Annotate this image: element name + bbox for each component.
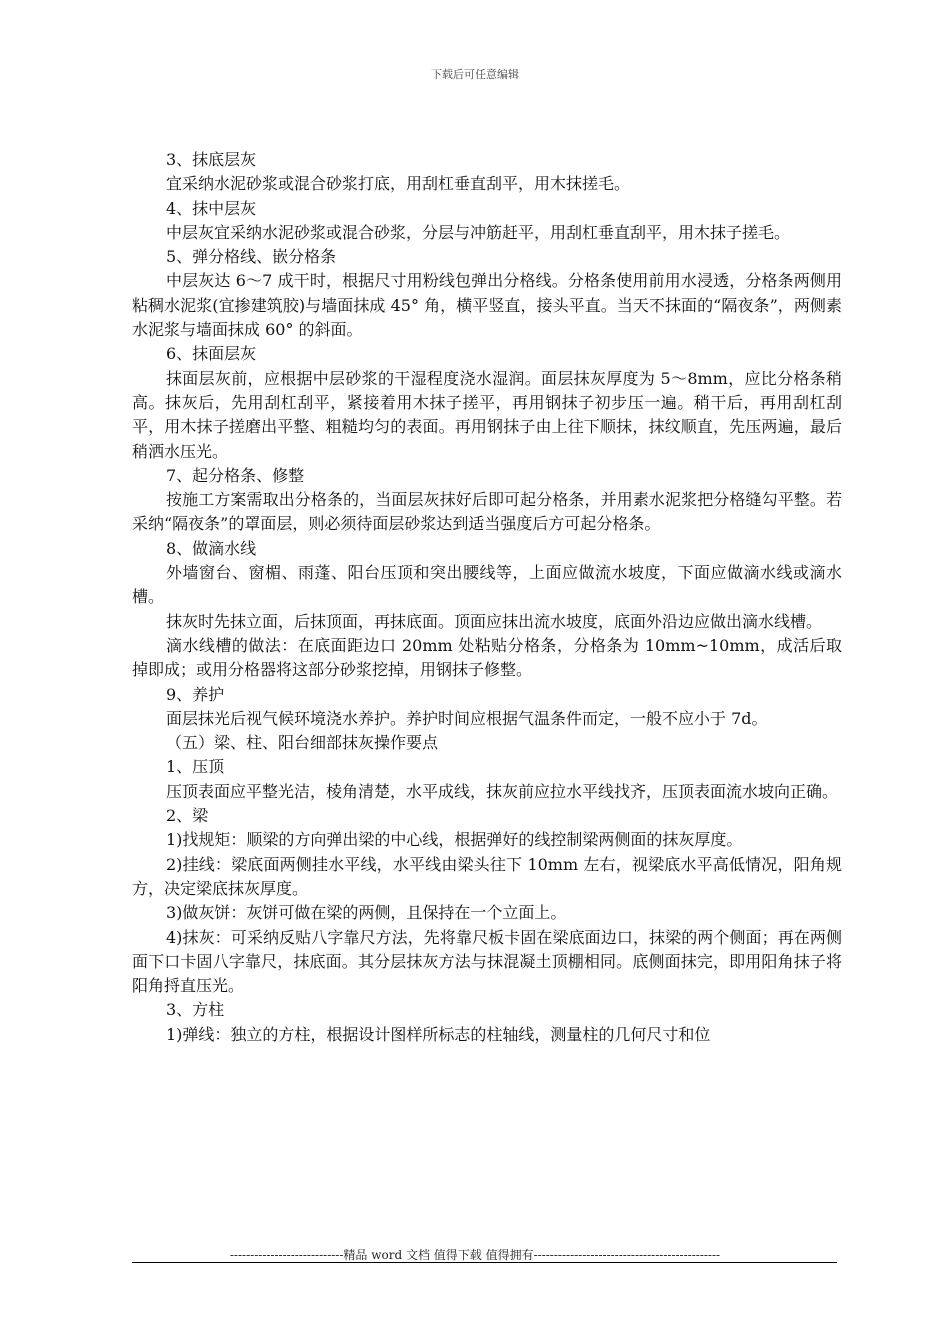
heading-3-base-coat: 3、抹底层灰	[166, 150, 257, 169]
paragraph: 1)弹线：独立的方柱，根据设计图样所标志的柱轴线，测量柱的几何尺寸和位	[166, 1024, 711, 1044]
paragraph: 3)做灰饼：灰饼可做在梁的两侧，且保持在一个立面上。	[166, 903, 567, 923]
paragraph: 压顶表面应平整光洁，棱角清楚，水平成线，抹灰前应拉水平线找齐，压顶表面流水坡向正确。	[166, 781, 839, 801]
heading-2-beam: 2、梁	[166, 806, 209, 826]
heading-7-remove-strips: 7、起分格条、修整	[166, 465, 305, 485]
paragraph: 按施工方案需取出分格条的，当面层灰抹好后即可起分格条，并用素水泥浆把分格缝勾平整。若采纳“隔夜条”的罩面层，则必须待面层砂浆达到适当强度后方可起分格条。	[132, 490, 842, 534]
document-body	[132, 148, 842, 1047]
heading-6-finish-coat: 6、抹面层灰	[166, 344, 257, 364]
heading-5-grid-lines: 5、弹分格线、嵌分格条	[166, 247, 337, 267]
heading-1-coping: 1、压顶	[166, 757, 225, 777]
paragraph: 4)抹灰：可采纳反贴八字靠尺方法，先将靠尺板卡固在梁底面边口，抹梁的两个侧面；再在两侧面下口卡固八字靠尺，抹底面。其分层抹灰方法与抹混凝土顶棚相同。底侧面抹完，即用阳角抹子将阳角捋直压光。	[132, 927, 842, 996]
footer-divider	[132, 1262, 837, 1263]
paragraph: 宜采纳水泥砂浆或混合砂浆打底，用刮杠垂直刮平，用木抹搓毛。	[166, 174, 631, 194]
page-header: 下载后可任意编辑	[431, 68, 519, 81]
paragraph: 抹面层灰前，应根据中层砂浆的干湿程度浇水湿润。面层抹灰厚度为 5～8mm，应比分格条稍高。抹灰后，先用刮杠刮平，紧接着用木抹子搓平，再用钢抹子初步压一遍。稍干后，再用刮杠刮平，用木抹子搓磨出平整、粗糙均匀的表面。再用钢抹子由上往下顺抹，抹纹顺直，先压两遍，最后稍洒水压光。	[132, 368, 842, 461]
heading-9-curing: 9、养护	[166, 684, 225, 704]
paragraph: 1)找规矩：顺梁的方向弹出梁的中心线，根据弹好的线控制梁两侧面的抹灰厚度。	[166, 830, 743, 850]
paragraph: 2)挂线：梁底面两侧挂水平线，水平线由梁头往下 10mm 左右，视梁底水平高低情况，阳角规方，决定梁底抹灰厚度。	[132, 854, 842, 898]
paragraph: 中层灰达 6～7 成干时，根据尺寸用粉线包弹出分格线。分格条使用前用水浸透，分格条两侧用粘稠水泥浆(宜掺建筑胶)与墙面抹成 45° 角，横平竖直，接头平直。当天不抹面的“隔夜条”，两侧素水泥浆与墙面抹成 60° 的斜面。	[132, 271, 842, 340]
paragraph: 外墙窗台、窗楣、雨蓬、阳台压顶和突出腰线等，上面应做流水坡度，下面应做滴水线或滴水槽。	[132, 563, 842, 607]
heading-8-drip-line: 8、做滴水线	[166, 538, 257, 558]
paragraph: 面层抹光后视气候环境浇水养护。养护时间应根据气温条件而定，一般不应小于 7d。	[166, 708, 768, 728]
paragraph: 抹灰时先抹立面，后抹顶面，再抹底面。顶面应抹出流水坡度，底面外沿边应做出滴水线槽。	[166, 611, 823, 631]
section-heading-5: （五）梁、柱、阳台细部抹灰操作要点	[166, 733, 439, 753]
heading-3-square-column: 3、方柱	[166, 1000, 225, 1020]
heading-4-middle-coat: 4、抹中层灰	[166, 198, 257, 218]
page-footer: ----------------------------精品 word 文档 值得下载 值得拥有----------------------------------------------	[229, 1248, 721, 1262]
paragraph: 滴水线槽的做法：在底面距边口 20mm 处粘贴分格条，分格条为 10mm~10mm，成活后取掉即成；或用分格器将这部分砂浆挖掉，用钢抹子修整。	[132, 635, 842, 680]
paragraph: 中层灰宜采纳水泥砂浆或混合砂浆，分层与冲筋赶平，用刮杠垂直刮平，用木抹子搓毛。	[166, 222, 791, 242]
